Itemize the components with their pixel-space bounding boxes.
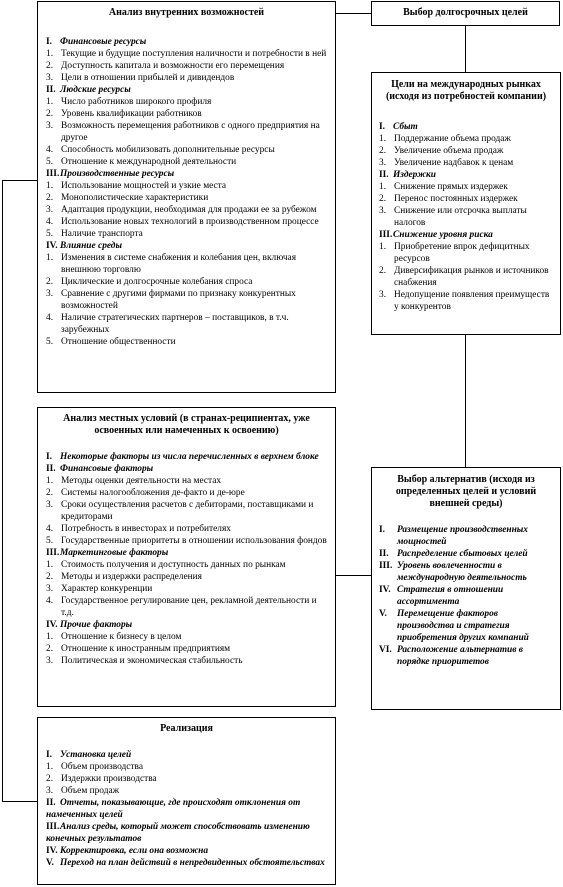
list-item (46, 216, 327, 228)
section-number: III. (379, 230, 393, 240)
section-label: Маркетинговые факторы (60, 548, 169, 558)
list-item-text: Сроки осуществления расчетов с дебиторами, поставщиками и кредиторами (61, 500, 314, 522)
alternative-number: VI. (379, 645, 392, 655)
list-item-text: Способность мобилизовать дополнительные ресурсы (61, 145, 275, 155)
list-item-text: Доступность капитала и возможности его перемещения (61, 61, 285, 71)
list-item-number: 1. (46, 49, 54, 59)
list-item (46, 96, 327, 108)
local-conditions-list (46, 451, 327, 667)
list-item-text: Использование мощностей и узкие места (61, 181, 227, 191)
list-item-text: Цели в отношении прибылей и дивидендов (61, 73, 235, 83)
list-item-number: 3. (379, 290, 387, 300)
section-number: II. (46, 464, 56, 474)
section-number: I. (46, 452, 52, 462)
connector-line (2, 801, 37, 802)
list-item-text: Адаптация продукции, необходимая для продажи ее за рубежом (61, 205, 317, 215)
section-heading (46, 240, 327, 252)
alternative-item (379, 644, 553, 668)
list-item (46, 773, 327, 785)
alternative-number: I. (379, 525, 385, 535)
list-item (46, 180, 327, 192)
section-heading (46, 36, 327, 48)
section-number: III. (46, 169, 60, 179)
list-item (46, 499, 327, 523)
section-number: I. (46, 37, 52, 47)
section-heading (46, 797, 327, 821)
list-item (379, 133, 553, 145)
list-item (46, 655, 327, 667)
alternatives-list (379, 524, 553, 668)
international-goals-title: Цели на международных рынках (исходя из потребностей компании) (385, 79, 547, 102)
section-number: V. (46, 858, 54, 868)
list-item-number: 1. (46, 97, 54, 107)
list-item-number: 2. (46, 277, 54, 287)
list-item-text: Характер конкуренции (61, 584, 153, 594)
list-item (46, 312, 327, 336)
section-label: Переход на план действий в непредвиденных обстоятельствах (60, 858, 325, 868)
list-item-number: 1. (379, 242, 387, 252)
list-item-text: Издержки производства (61, 774, 157, 784)
list-item-number: 3. (46, 205, 54, 215)
list-item-text: Методы оценки деятельности на местах (61, 476, 222, 486)
section-number: I. (46, 750, 52, 760)
alternative-number: II. (379, 549, 389, 559)
section-label: Установка целей (60, 750, 132, 760)
connector-line (2, 180, 37, 181)
list-item-number: 5. (46, 157, 54, 167)
list-item-number: 4. (46, 524, 54, 534)
alternative-text: Уровень вовлеченности в международную деятельность (397, 561, 527, 583)
list-item-number: 1. (379, 182, 387, 192)
list-item-text: Поддержание объема продаж (394, 134, 511, 144)
list-item-number: 3. (379, 158, 387, 168)
section-number: IV. (46, 241, 58, 251)
section-label: Прочие факторы (60, 620, 133, 630)
list-item-number: 1. (46, 181, 54, 191)
list-item-text: Использование новых технологий в производственном процессе (61, 217, 319, 227)
list-item-number: 3. (46, 584, 54, 594)
section-heading (379, 169, 553, 181)
alternative-number: IV. (379, 585, 391, 595)
list-item (46, 487, 327, 499)
international-goals-list (379, 121, 553, 313)
list-item (46, 559, 327, 571)
list-item-text: Снижение прямых издержек (394, 182, 508, 192)
section-label: Финансовые факторы (60, 464, 154, 474)
list-item (379, 265, 553, 289)
connector-line (335, 575, 372, 576)
connector-line (2, 180, 3, 802)
list-item (46, 631, 327, 643)
list-item-text: Государственные приоритеты в отношении использования фондов (61, 536, 327, 546)
section-number: I. (379, 122, 385, 132)
section-number: IV. (46, 846, 58, 856)
list-item-number: 5. (46, 337, 54, 347)
list-item-text: Объем производства (61, 762, 143, 772)
list-item-number: 1. (46, 560, 54, 570)
section-heading (46, 845, 327, 857)
list-item (379, 157, 553, 169)
list-item (46, 120, 327, 144)
section-number: III. (46, 548, 60, 558)
list-item-number: 3. (46, 121, 54, 131)
list-item (46, 144, 327, 156)
list-item (46, 276, 327, 288)
list-item-number: 1. (46, 476, 54, 486)
list-item-number: 5. (46, 229, 54, 239)
list-item (46, 192, 327, 204)
section-number: II. (46, 798, 56, 808)
internal-analysis-list (46, 36, 327, 348)
list-item-number: 2. (379, 266, 387, 276)
alternative-text: Стратегия в отношении ассортимента (397, 585, 504, 607)
section-heading (46, 463, 327, 475)
realization-list (46, 749, 327, 869)
list-item-text: Стоимость получения и доступность данных по рынкам (61, 560, 286, 570)
alternative-item (379, 548, 553, 560)
section-label: Финансовые ресурсы (60, 37, 147, 47)
list-item (46, 571, 327, 583)
alternative-item (379, 560, 553, 584)
list-item-number: 3. (46, 289, 54, 299)
section-label: Людские ресурсы (60, 85, 131, 95)
alternative-item (379, 584, 553, 608)
realization-title: Реализация (160, 723, 213, 734)
list-item (46, 761, 327, 773)
list-item-text: Приобретение впрок дефицитных ресурсов (394, 242, 530, 264)
list-item-number: 4. (46, 217, 54, 227)
list-item-text: Наличие транспорта (61, 229, 143, 239)
list-item (46, 288, 327, 312)
list-item-number: 1. (46, 253, 54, 263)
list-item-text: Диверсификация рынков и источников снабжения (394, 266, 549, 288)
list-item-number: 2. (46, 193, 54, 203)
section-label: Издержки (393, 170, 436, 180)
list-item-text: Перенос постоянных издержек (394, 194, 518, 204)
list-item-number: 3. (46, 73, 54, 83)
list-item (46, 60, 327, 72)
list-item-text: Системы налогообложения де-факто и де-юре (61, 488, 245, 498)
list-item-number: 2. (46, 774, 54, 784)
list-item-number: 2. (46, 61, 54, 71)
section-heading (46, 84, 327, 96)
list-item-text: Циклические и долгосрочные колебания спроса (61, 277, 253, 287)
list-item (46, 475, 327, 487)
connector-line (465, 335, 466, 467)
list-item (46, 785, 327, 797)
list-item (46, 228, 327, 240)
list-item (46, 156, 327, 168)
list-item (46, 204, 327, 216)
alternatives-box (371, 467, 561, 710)
section-label: Влияние среды (60, 241, 122, 251)
international-goals-box (371, 72, 561, 335)
section-heading (46, 821, 327, 845)
connector-line (335, 13, 371, 14)
list-item-number: 2. (46, 488, 54, 498)
alternative-number: V. (379, 609, 387, 619)
long-term-goals-box (371, 1, 560, 26)
list-item-text: Текущие и будущие поступления наличности и потребности в ней (61, 49, 327, 59)
list-item-number: 2. (46, 572, 54, 582)
realization-box (37, 717, 336, 885)
list-item (379, 181, 553, 193)
list-item-text: Сравнение с другими фирмами по признаку конкурентных возможностей (61, 289, 296, 311)
list-item-text: Потребность в инвесторах и потребителях (61, 524, 231, 534)
list-item-text: Отношение к бизнесу в целом (61, 632, 182, 642)
alternative-text: Расположение альтернатив в порядке приоритетов (397, 645, 523, 667)
local-conditions-title: Анализ местных условий (в странах-реципиентах, уже освоенных или намеченных к освоению) (63, 413, 310, 436)
list-item (46, 523, 327, 535)
section-number: IV. (46, 620, 58, 630)
section-number: II. (46, 85, 56, 95)
list-item-text: Политическая и экономическая стабильность (61, 656, 243, 666)
list-item-text: Недопущение появления преимуществ у конкурентов (394, 290, 550, 312)
list-item-number: 3. (46, 786, 54, 796)
alternatives-title: Выбор альтернатив (исходя из определенных целей и условий внешней среды) (395, 474, 537, 509)
list-item-number: 1. (379, 134, 387, 144)
list-item-number: 1. (46, 762, 54, 772)
list-item-text: Отношение общественности (61, 337, 176, 347)
section-heading (46, 619, 327, 631)
list-item-text: Число работников широкого профиля (61, 97, 212, 107)
list-item (46, 535, 327, 547)
list-item-number: 4. (46, 596, 54, 606)
section-number: III. (46, 822, 60, 832)
list-item-text: Изменения в системе снабжения и колебания цен, включая внешнюю торговлю (61, 253, 297, 275)
list-item-text: Увеличение надбавок к ценам (394, 158, 514, 168)
alternative-number: III. (379, 561, 393, 571)
section-heading (46, 168, 327, 180)
section-number: II. (379, 170, 389, 180)
list-item (46, 583, 327, 595)
list-item-number: 1. (46, 632, 54, 642)
list-item (46, 595, 327, 619)
section-label: Некоторые факторы из числа перечисленных в верхнем блоке (60, 452, 319, 462)
list-item (379, 289, 553, 313)
alternative-text: Распределение сбытовых целей (397, 549, 528, 559)
list-item-text: Увеличение объема продаж (394, 146, 504, 156)
alternative-text: Перемещение факторов производства и стратегия приобретения других компаний (397, 609, 529, 643)
list-item-text: Методы и издержки распределения (61, 572, 202, 582)
list-item (379, 241, 553, 265)
section-label: Сбыт (393, 122, 418, 132)
list-item-number: 4. (46, 145, 54, 155)
list-item-number: 3. (46, 500, 54, 510)
list-item (46, 643, 327, 655)
section-label: Снижение уровня риска (393, 230, 493, 240)
list-item-text: Монополистические характеристики (61, 193, 209, 203)
list-item (46, 252, 327, 276)
list-item-number: 4. (46, 313, 54, 323)
list-item-text: Государственное регулирование цен, рекламной деятельности и т.д. (61, 596, 317, 618)
list-item-number: 2. (46, 109, 54, 119)
list-item (46, 336, 327, 348)
section-heading (46, 451, 327, 463)
list-item-text: Объем продаж (61, 786, 120, 796)
local-conditions-box (37, 407, 336, 707)
list-item-text: Возможность перемещения работников с одного предприятия на другое (61, 121, 320, 143)
connector-line (465, 25, 466, 72)
internal-analysis-title: Анализ внутренних возможностей (108, 7, 265, 18)
list-item-text: Снижение или отсрочка выплаты налогов (394, 206, 527, 228)
section-label: Анализ среды, который может способствовать изменению конечных результатов (46, 822, 310, 844)
list-item (379, 205, 553, 229)
list-item-text: Наличие стратегических партнеров – поставщиков, в т.ч. зарубежных (61, 313, 289, 335)
section-heading (379, 229, 553, 241)
list-item-text: Отношение к иностранным предприятиям (61, 644, 231, 654)
list-item-number: 5. (46, 536, 54, 546)
list-item (379, 145, 553, 157)
list-item (379, 193, 553, 205)
section-heading (46, 857, 327, 869)
list-item-number: 2. (46, 644, 54, 654)
section-heading (46, 547, 327, 559)
list-item-text: Отношение к международной деятельности (61, 157, 237, 167)
internal-analysis-box (37, 1, 336, 393)
list-item-number: 3. (379, 206, 387, 216)
list-item-text: Уровень квалификации работников (61, 109, 202, 119)
section-label: Производственные ресурсы (60, 169, 175, 179)
alternative-text: Размещение производственных мощностей (397, 525, 528, 547)
section-label: Отчеты, показывающие, где происходят отклонения от намеченных целей (46, 798, 301, 820)
list-item-number: 2. (379, 146, 387, 156)
alternative-item (379, 524, 553, 548)
list-item-number: 3. (46, 656, 54, 666)
section-heading (379, 121, 553, 133)
long-term-goals-title: Выбор долгосрочных целей (403, 7, 528, 18)
section-heading (46, 749, 327, 761)
list-item (46, 108, 327, 120)
section-label: Корректировка, если она возможна (60, 846, 209, 856)
list-item-number: 2. (379, 194, 387, 204)
alternative-item (379, 608, 553, 644)
list-item (46, 72, 327, 84)
list-item (46, 48, 327, 60)
